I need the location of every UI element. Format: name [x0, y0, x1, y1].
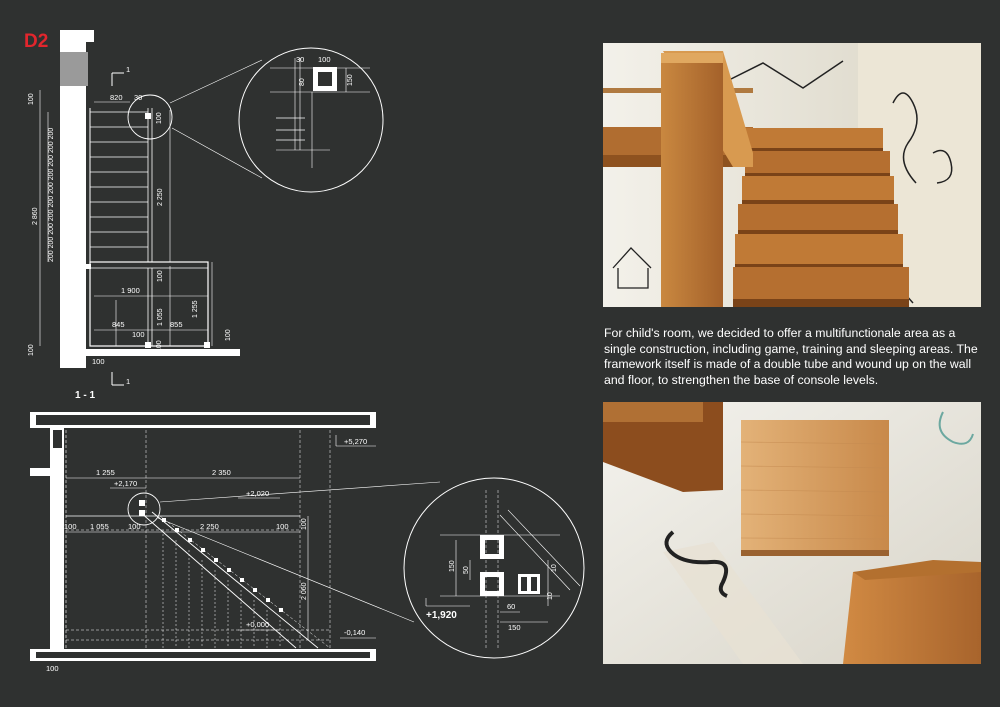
console-detail-illustration [603, 402, 981, 664]
dim-100-vertical: 100 [301, 518, 308, 530]
dim-2250: 2 250 [200, 522, 219, 531]
project-description: For child's room, we decided to offer a multifunctionale area as a single construction, including game, training and sleeping areas. The framework itself is made of a double tube and wound up on the wall and floor, to strengthen the base of console levels. [604, 326, 978, 387]
detail-dim-150: 150 [347, 74, 354, 86]
detail-dim-80: 80 [299, 78, 306, 86]
dim-bottom-offset: 100 [28, 344, 35, 356]
dim-landing-height: 1 055 [157, 308, 164, 326]
detail-dim-10b: 10 [547, 592, 554, 600]
dim-2350: 2 350 [212, 468, 231, 477]
dim-rail-offset: 30 [134, 93, 143, 102]
plan-section [30, 412, 584, 661]
staircase-illustration [603, 43, 981, 307]
dim-top-run: 820 [110, 93, 123, 102]
level-neg: -0,140 [344, 628, 366, 637]
dim-100c: 100 [276, 522, 289, 531]
detail-dim-60: 60 [507, 602, 516, 611]
cut-marker-bottom: 1 [126, 377, 131, 386]
dim-base-offset: 100 [156, 340, 163, 352]
dim-floor-right: 100 [225, 329, 232, 341]
section-label: 1 - 1 [75, 390, 96, 401]
detail-dim-150v: 150 [449, 560, 456, 572]
dim-bottom-100: 100 [46, 664, 59, 673]
dim-1255: 1 255 [96, 468, 115, 477]
detail-level: +1,920 [426, 610, 457, 621]
dim-100b: 100 [128, 522, 141, 531]
dim-left-half: 845 [112, 320, 125, 329]
detail-dim-10a: 10 [551, 564, 558, 572]
dim-rail-top: 100 [156, 112, 163, 124]
level-top: +5,270 [344, 437, 368, 446]
detail-dim-30: 30 [296, 55, 305, 64]
dim-2060: 2 060 [301, 582, 308, 600]
level-floor: +0,000 [246, 620, 270, 629]
level-2020: +2,020 [246, 489, 270, 498]
staircase-photo [603, 43, 981, 307]
dim-landing-gap: 100 [157, 270, 164, 282]
dim-step-heights: 200 200 200 200 200 200 200 200 200 200 [48, 127, 55, 262]
level-2170: +2,170 [114, 479, 138, 488]
dim-1055: 1 055 [90, 522, 109, 531]
dim-landing-height-total: 1 255 [192, 300, 199, 318]
dim-top-offset: 100 [28, 93, 35, 105]
cut-marker-top: 1 [126, 65, 131, 74]
detail-dim-100: 100 [318, 55, 331, 64]
dim-right-half: 855 [170, 320, 183, 329]
dim-100a: 100 [64, 522, 77, 531]
elevation-section [40, 30, 383, 385]
dim-riser-flight: 2 250 [157, 188, 164, 206]
detail-dim-50: 50 [463, 566, 470, 574]
dim-overall-height: 2 860 [32, 207, 39, 225]
dim-landing-width: 1 900 [121, 286, 140, 295]
sheet-label: D2 [24, 31, 49, 52]
console-detail-photo [603, 402, 981, 664]
dim-post-width: 100 [132, 330, 145, 339]
detail-dim-150h: 150 [508, 623, 521, 632]
dim-floor-gap: 100 [92, 357, 105, 366]
